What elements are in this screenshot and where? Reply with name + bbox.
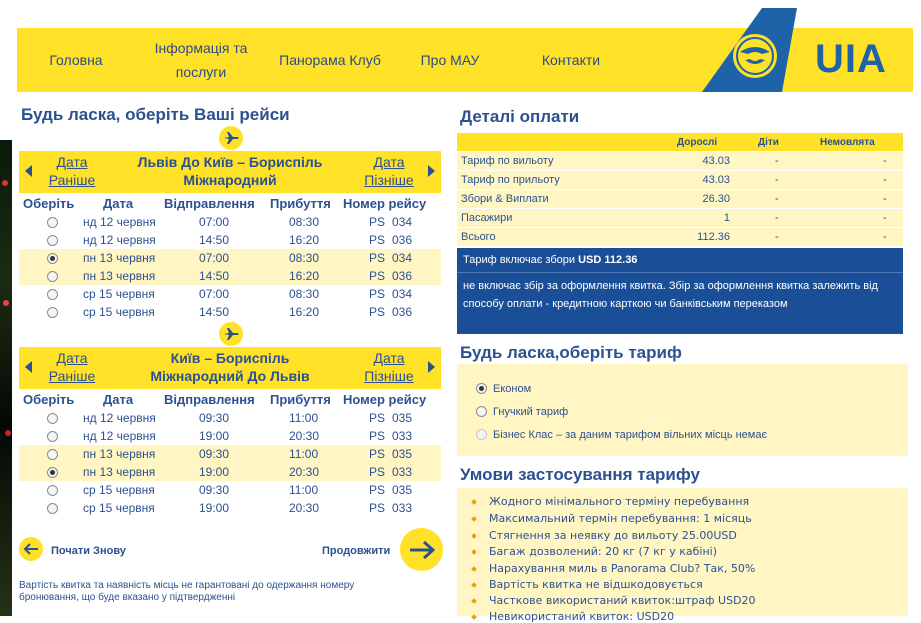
fees-note: не включає збір за оформлення квитка. Збір за оформлення квитка залежить від способу оплати - кредитною карткою чи банківським переказом (463, 280, 878, 310)
flight-airline: PS (369, 429, 386, 443)
flight-date: нд 12 червня (83, 411, 156, 425)
payment-infant-value: - (883, 174, 887, 186)
payment-adult-value: 43.03 (702, 155, 730, 167)
flight-airline: PS (369, 465, 386, 479)
flight-number: 034 (392, 251, 413, 265)
header (17, 28, 913, 92)
payment-row (457, 171, 903, 190)
col-select: Оберіть (23, 392, 75, 407)
flight-number: 033 (392, 429, 413, 443)
payment-row (457, 190, 903, 209)
flight-departure: 14:50 (199, 233, 230, 247)
payment-adult-value: 1 (723, 212, 730, 224)
inbound-route-bar (19, 347, 441, 389)
condition-item: Вартість квитка не відшкодовується (489, 578, 703, 591)
payment-label: Тариф по вильоту (461, 155, 554, 167)
flight-arrival: 08:30 (289, 287, 320, 301)
flight-radio[interactable] (47, 307, 58, 318)
flight-radio[interactable] (47, 235, 58, 246)
flight-row[interactable] (19, 409, 441, 427)
col-flight-number: Номер рейсу (343, 196, 427, 211)
flight-date: нд 12 червня (83, 233, 156, 247)
flight-date: пн 13 червня (83, 447, 156, 461)
logo-text: UIA (815, 37, 887, 81)
payment-label: Пасажири (461, 212, 513, 224)
condition-item: Стягнення за неявку до вильоту 25.00USD (489, 529, 737, 542)
flight-arrival: 16:20 (289, 305, 320, 319)
payment-row (457, 209, 903, 228)
flight-row[interactable] (19, 445, 441, 463)
flight-arrival: 16:20 (289, 269, 320, 283)
payment-adult-value: 43.03 (702, 174, 730, 186)
flight-radio[interactable] (47, 289, 58, 300)
background-decoration (0, 140, 12, 616)
flight-arrival: 08:30 (289, 251, 320, 265)
col-departure: Відправлення (164, 196, 255, 211)
flight-departure: 09:30 (199, 483, 230, 497)
col-adults: Дорослі (677, 137, 718, 148)
flight-departure: 09:30 (199, 411, 230, 425)
flight-number: 036 (392, 233, 413, 247)
col-arrival: Прибуття (270, 392, 331, 407)
disclaimer-text: Вартість квитка та наявність місць не гарантовані до одержання номеру бронювання, що буде вказано у підтвердженні (19, 580, 355, 603)
flight-airline: PS (369, 501, 386, 515)
start-over-button[interactable] (19, 537, 43, 561)
flight-row[interactable] (19, 481, 441, 499)
payment-row (457, 152, 903, 171)
flight-arrival: 08:30 (289, 215, 320, 229)
condition-item: Багаж дозволений: 20 кг (7 кг у кабіні) (489, 545, 717, 558)
flight-number: 033 (392, 501, 413, 515)
payment-child-value: - (775, 155, 779, 167)
flight-row[interactable] (19, 463, 441, 481)
flight-radio[interactable] (47, 431, 58, 442)
flight-arrival: 20:30 (289, 501, 320, 515)
airline-tail-logo-icon (662, 8, 797, 92)
fees-info-box (457, 248, 903, 334)
payment-label: Збори & Виплати (461, 193, 549, 205)
flight-airline: PS (369, 411, 386, 425)
inbound-later-link[interactable]: Дата Пізніше (364, 350, 414, 384)
flight-number: 033 (392, 465, 413, 479)
payment-adult-value: 112.36 (697, 231, 730, 243)
flight-row[interactable] (19, 213, 441, 231)
flight-airline: PS (369, 233, 386, 247)
flight-arrival: 16:20 (289, 233, 320, 247)
flight-departure: 07:00 (199, 215, 230, 229)
payment-child-value: - (775, 231, 779, 243)
payment-table-header (457, 133, 903, 151)
flight-arrival: 20:30 (289, 429, 320, 443)
prev-arrow-icon[interactable] (25, 165, 32, 177)
payment-infant-value: - (883, 231, 887, 243)
payment-child-value: - (775, 212, 779, 224)
flight-radio[interactable] (47, 503, 58, 514)
flight-airline: PS (369, 483, 386, 497)
flight-radio[interactable] (47, 449, 58, 460)
nav-contacts[interactable]: Контакти (541, 52, 601, 68)
flight-departure: 07:00 (199, 287, 230, 301)
fare-radio-disabled (476, 429, 487, 440)
flights-heading: Будь ласка, оберіть Ваші рейси (21, 105, 290, 124)
flight-arrival: 20:30 (289, 465, 320, 479)
inbound-earlier-link[interactable]: Дата Раніше (48, 350, 96, 384)
nav-panorama-club[interactable]: Панорама Клуб (279, 52, 381, 68)
flight-date: пн 13 червня (83, 251, 156, 265)
condition-item: Нарахування миль в Panorama Club? Так, 50% (489, 562, 756, 575)
flight-departure: 19:00 (199, 501, 230, 515)
flight-date: ср 15 червня (83, 305, 155, 319)
flight-number: 035 (392, 411, 413, 425)
flight-arrival: 11:00 (289, 483, 319, 497)
conditions-heading: Умови застосування тарифу (460, 465, 700, 484)
nav-home[interactable]: Головна (49, 52, 103, 68)
prev-arrow-icon[interactable] (25, 361, 32, 373)
conditions-box (457, 488, 908, 623)
flight-departure: 07:00 (199, 251, 230, 265)
col-infants: Немовлята (820, 137, 875, 148)
flight-departure: 09:30 (199, 447, 230, 461)
flight-number: 036 (392, 269, 413, 283)
fees-summary: Тариф включає збори USD 112.36 (463, 254, 638, 266)
nav-about[interactable]: Про МАУ (420, 52, 480, 68)
outbound-route-bar (19, 151, 441, 193)
flight-departure: 14:50 (199, 305, 230, 319)
col-date: Дата (103, 196, 134, 211)
flight-row[interactable] (19, 267, 441, 285)
flight-airline: PS (369, 305, 386, 319)
payment-child-value: - (775, 193, 779, 205)
outbound-earlier-link[interactable]: Дата Раніше (48, 154, 96, 188)
flight-date: нд 12 червня (83, 429, 156, 443)
plane-icon (219, 322, 243, 346)
divider (457, 272, 903, 273)
flight-radio[interactable] (47, 485, 58, 496)
flight-radio[interactable] (47, 253, 58, 264)
condition-item: Часткове використаний квиток:штраф USD20 (489, 594, 756, 607)
condition-item: Максимальний термін перебування: 1 місяць (489, 512, 752, 525)
flight-radio[interactable] (47, 467, 58, 478)
next-arrow-icon[interactable] (428, 361, 435, 373)
flight-number: 035 (392, 447, 413, 461)
flight-number: 034 (392, 287, 413, 301)
flight-row[interactable] (19, 499, 441, 517)
flight-number: 034 (392, 215, 413, 229)
flight-date: пн 13 червня (83, 465, 156, 479)
condition-item: Жодного мінімального терміну перебування (489, 495, 750, 508)
nav-info-services[interactable]: Інформація та послуги (154, 40, 248, 80)
col-flight-number: Номер рейсу (343, 392, 427, 407)
col-departure: Відправлення (164, 392, 255, 407)
flight-airline: PS (369, 215, 386, 229)
outbound-later-link[interactable]: Дата Пізніше (364, 154, 414, 188)
condition-item: Невикористаний квиток: USD20 (489, 610, 675, 623)
flight-departure: 19:00 (199, 465, 230, 479)
flight-airline: PS (369, 287, 386, 301)
fare-option-label: Економ (493, 383, 532, 395)
flight-number: 035 (392, 483, 413, 497)
payment-infant-value: - (883, 212, 887, 224)
fare-options-box (457, 364, 908, 456)
flight-row[interactable] (19, 285, 441, 303)
flight-departure: 19:00 (199, 429, 230, 443)
flight-radio[interactable] (47, 217, 58, 228)
arrow-right-icon (407, 539, 437, 561)
fare-heading: Будь ласка,оберіть тариф (460, 343, 682, 362)
fare-radio[interactable] (476, 383, 487, 394)
payment-heading: Деталі оплати (460, 107, 580, 126)
continue-label[interactable]: Продовжити (322, 545, 391, 557)
outbound-route-title: Львів До Київ – Бориспіль Міжнародний (137, 154, 323, 188)
fare-option-label: Бізнес Клас – за даним тарифом вільних місць немає (493, 429, 768, 441)
flight-radio[interactable] (47, 413, 58, 424)
inbound-route-title: Київ – Бориспіль Міжнародний До Львів (150, 350, 310, 384)
fare-option-label: Гнучкий тариф (493, 406, 569, 418)
flight-date: ср 15 червня (83, 501, 155, 515)
flight-airline: PS (369, 251, 386, 265)
flight-radio[interactable] (47, 271, 58, 282)
flight-row[interactable] (19, 231, 441, 249)
payment-infant-value: - (883, 193, 887, 205)
payment-infant-value: - (883, 155, 887, 167)
payment-label: Тариф по прильоту (461, 174, 560, 186)
flight-number: 036 (392, 305, 413, 319)
payment-label: Всього (461, 231, 496, 243)
next-arrow-icon[interactable] (428, 165, 435, 177)
flight-airline: PS (369, 447, 386, 461)
flight-arrival: 11:00 (289, 411, 319, 425)
payment-child-value: - (775, 174, 779, 186)
inbound-table-header (19, 392, 441, 410)
flight-date: нд 12 червня (83, 215, 156, 229)
flight-date: ср 15 червня (83, 483, 155, 497)
flight-row[interactable] (19, 303, 441, 321)
outbound-table-header (19, 196, 441, 214)
arrow-left-icon (22, 542, 40, 556)
plane-icon (219, 126, 243, 150)
start-over-label[interactable]: Почати Знову (51, 545, 126, 557)
flight-arrival: 11:00 (289, 447, 319, 461)
fare-radio[interactable] (476, 406, 487, 417)
flight-date: ср 15 червня (83, 287, 155, 301)
payment-row (457, 228, 903, 247)
col-arrival: Прибуття (270, 196, 331, 211)
continue-button[interactable] (400, 528, 443, 571)
col-children: Діти (758, 137, 779, 148)
flight-row[interactable] (19, 249, 441, 267)
flight-departure: 14:50 (199, 269, 230, 283)
flight-row[interactable] (19, 427, 441, 445)
payment-adult-value: 26.30 (702, 193, 730, 205)
col-select: Оберіть (23, 196, 75, 211)
flight-date: пн 13 червня (83, 269, 156, 283)
col-date: Дата (103, 392, 134, 407)
flight-airline: PS (369, 269, 386, 283)
